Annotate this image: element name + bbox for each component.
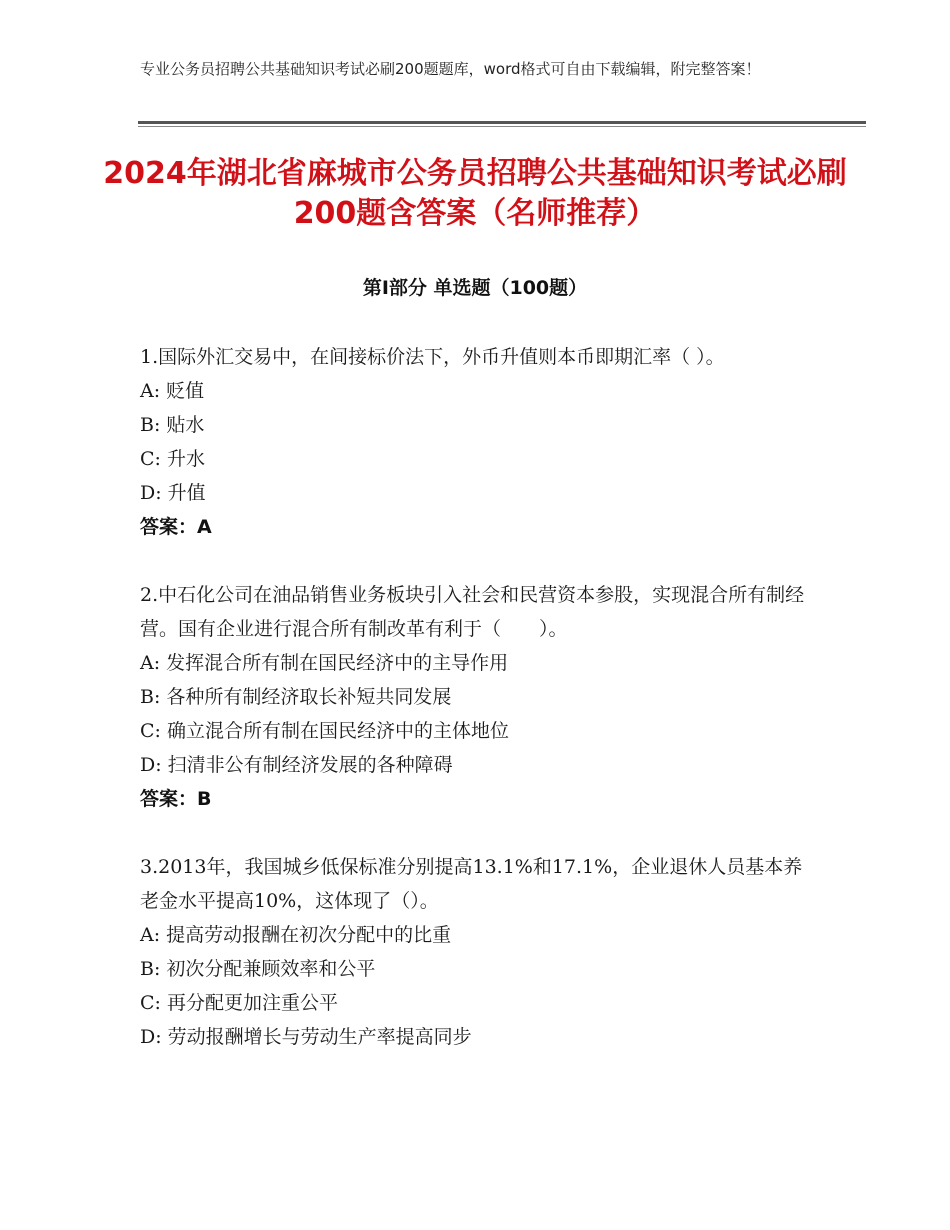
option-d: D: 扫清非公有制经济发展的各种障碍 [140,754,453,776]
section-heading: 第Ⅰ部分 单选题（100题） [362,277,588,299]
option-b: B: 各种所有制经济取长补短共同发展 [140,686,452,708]
answer-line: 答案：A [140,516,212,538]
option-d: D: 升值 [140,482,206,504]
option-a: A: 贬值 [140,380,205,402]
question-stem: 2.中石化公司在油品销售业务板块引入社会和民营资本参股，实现混合所有制经营。国有企业进行混合所有制改革有利于（ ）。 [140,584,805,640]
document-title: 2024年湖北省麻城市公务员招聘公共基础知识考试必刷200题含答案（名师推荐） [103,156,847,231]
option-c: C: 确立混合所有制在国民经济中的主体地位 [140,720,509,742]
option-b: B: 初次分配兼顾效率和公平 [140,958,376,980]
question-stem: 1.国际外汇交易中，在间接标价法下，外币升值则本币即期汇率（ ）。 [140,346,725,368]
option-c: C: 再分配更加注重公平 [140,992,338,1014]
question-stem: 3.2013年，我国城乡低保标准分别提高13.1%和17.1%，企业退休人员基本养老金水平提高10%，这体现了（）。 [140,856,803,912]
option-d: D: 劳动报酬增长与劳动生产率提高同步 [140,1026,472,1048]
question-1 [140,340,820,544]
option-b: B: 贴水 [140,414,205,436]
option-a: A: 提高劳动报酬在初次分配中的比重 [140,924,452,946]
question-list [140,340,820,1088]
option-c: C: 升水 [140,448,205,470]
header-rule-thick [138,121,866,124]
answer-line: 答案：B [140,788,212,810]
header-rule-thin [138,126,866,127]
header-note: 专业公务员招聘公共基础知识考试必刷200题题库，word格式可自由下载编辑，附完整答案！ [140,60,761,78]
option-a: A: 发挥混合所有制在国民经济中的主导作用 [140,652,509,674]
question-3 [140,850,820,1054]
question-2 [140,578,820,816]
